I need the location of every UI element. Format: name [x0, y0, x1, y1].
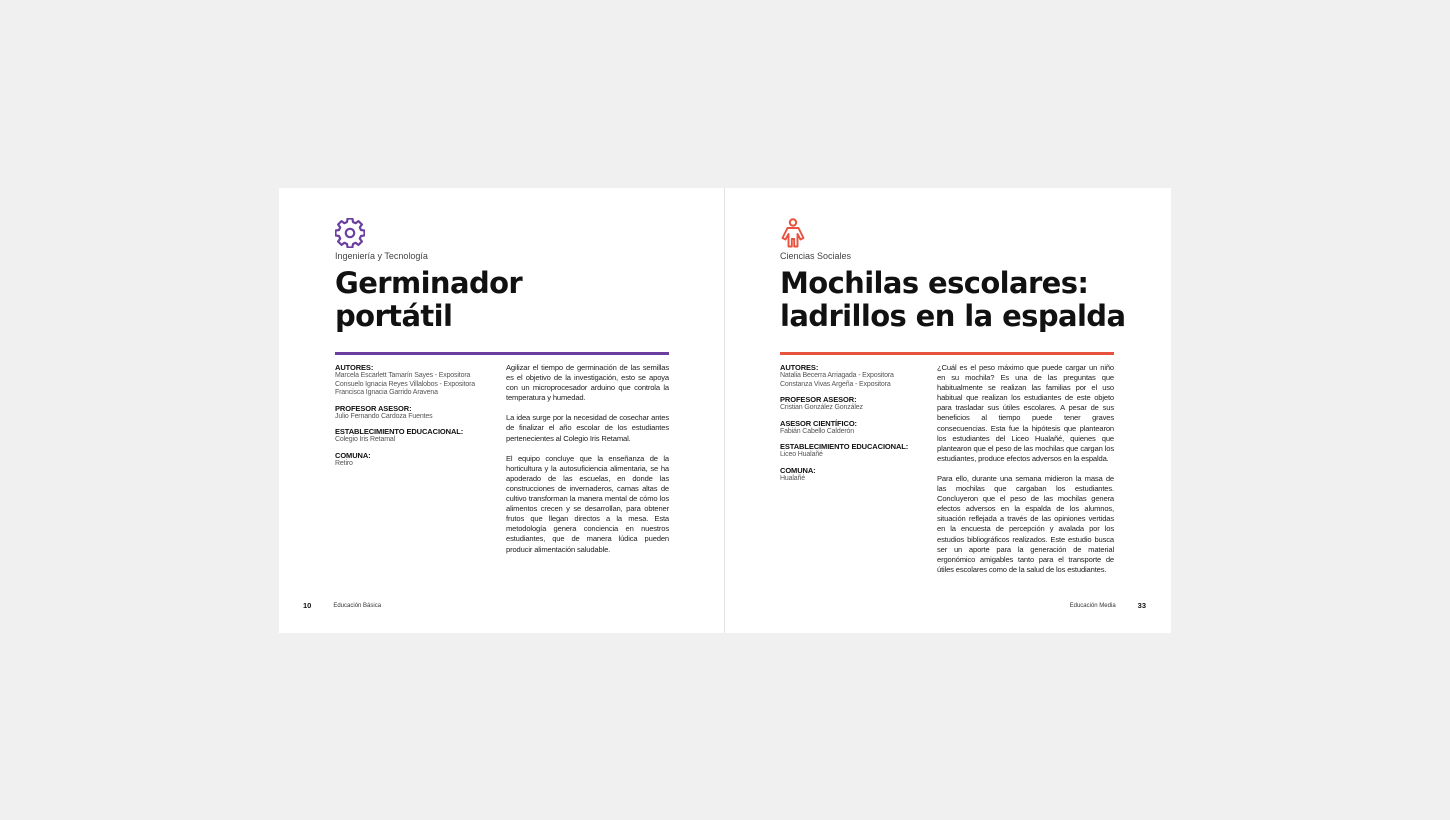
meta-value: Liceo Hualañé: [780, 451, 823, 458]
authors-group: [335, 363, 506, 398]
title-line: portátil: [335, 299, 453, 333]
school-group: [335, 427, 506, 445]
meta-value: Cristian González González: [780, 404, 863, 411]
meta-value: Hualañé: [780, 474, 806, 482]
body-column: [937, 363, 1114, 585]
meta-value: Marcela Escarlett Tamarín Sayes - Expositora: [335, 372, 471, 379]
meta-label: AUTORES:: [335, 363, 374, 372]
accent-rule: [780, 352, 1114, 355]
meta-value: Consuelo Ignacia Reyes Villalobos - Expositora: [335, 380, 476, 388]
title-line: Germinador: [335, 266, 523, 300]
meta-value: Constanza Vivas Argeña - Expositora: [780, 380, 891, 388]
meta-value: Natalia Becerra Arriagada - Expositora: [780, 372, 894, 379]
meta-value: Julio Fernando Cardoza Fuentes: [335, 412, 433, 420]
left-article: [335, 218, 669, 565]
person-icon: [780, 218, 810, 248]
commune-group: [335, 451, 506, 469]
body-paragraph: Agilizar el tiempo de germinación de las semillas es el objetivo de la investigación, esto se apoya con un microprocesador arduino que controla la temperatura y humedad.: [506, 363, 669, 403]
scientific-advisor-group: [780, 419, 937, 437]
right-article: [780, 218, 1126, 585]
meta-label: COMUNA:: [780, 465, 816, 475]
meta-value: Colegio Iris Retamal: [335, 436, 396, 443]
title-line: ladrillos en la espalda: [780, 299, 1126, 333]
page-number: 33: [1137, 601, 1146, 610]
meta-label: ASESOR CIENTÍFICO:: [780, 418, 857, 428]
meta-value: Fabián Cabello Calderón: [780, 427, 854, 435]
page-footer: [303, 601, 381, 610]
school-group: [780, 442, 937, 460]
body-paragraph: Para ello, durante una semana midieron la masa de las mochilas que cargaban los estudiantes. Concluyeron que el peso de las mochilas genera efectos adversos en la espalda de los alumnos, situación reflejada a través de las opiniones vertidas en la encuesta de percepción y avalada por los estudios bibliográficos realizados. Este estudio busca ser un aporte para la generación de material ergonómico amigables tanto para el transporte de útiles escolares como de la salud de los estudiantes.: [937, 473, 1114, 574]
advisor-group: [335, 404, 506, 422]
meta-value: Retiro: [335, 459, 353, 467]
meta-label: AUTORES:: [780, 363, 819, 372]
body-paragraph: La idea surge por la necesidad de cosechar antes de finalizar el año escolar de los estudiantes pertenecientes al Colegio Iris Retamal.: [506, 413, 669, 443]
advisor-group: [780, 395, 937, 413]
meta-value: Francisca Ignacia Garrido Aravena: [335, 389, 438, 396]
meta-label: PROFESOR ASESOR:: [780, 395, 857, 404]
meta-label: ESTABLECIMIENTO EDUCACIONAL:: [780, 442, 909, 451]
authors-group: [780, 363, 937, 389]
meta-label: PROFESOR ASESOR:: [335, 403, 412, 413]
credits-column: [335, 363, 506, 565]
credits-column: [780, 363, 937, 585]
body-column: [506, 363, 669, 565]
commune-group: [780, 466, 937, 484]
meta-label: COMUNA:: [335, 450, 371, 460]
category-label: Ingeniería y Tecnología: [335, 251, 428, 261]
article-title: [780, 266, 1126, 333]
meta-label: ESTABLECIMIENTO EDUCACIONAL:: [335, 427, 464, 436]
left-page: [279, 188, 725, 633]
section-label: Educación Básica: [333, 602, 382, 609]
section-label: Educación Media: [1069, 602, 1116, 609]
body-paragraph: El equipo concluye que la enseñanza de la horticultura y la autosuficiencia alimentaria, se ha apoderado de las escuelas, en donde las construcciones de invernaderos, camas altas de cultivo transforman la manera mental de cómo los alimentos crecen y se desarrollan, para obtener frutos que llegan directos a la mesa. Esta metodología genera conciencia en nuestros estudiantes, que de manera lúdica pueden producir alimentación saludable.: [506, 453, 669, 554]
book-spread: [279, 188, 1171, 633]
page-footer: [1070, 601, 1146, 610]
gear-icon: [335, 218, 365, 248]
title-line: Mochilas escolares:: [780, 266, 1089, 300]
category-label: Ciencias Sociales: [780, 251, 852, 261]
right-page: [725, 188, 1171, 633]
article-title: [335, 267, 669, 333]
body-paragraph: ¿Cuál es el peso máximo que puede cargar un niño en su mochila? Es una de las preguntas que habitualmente se realizan las familias por el uso habitual que realizan los estudiantes de este objeto para trasladar sus útiles escolares. A pesar de sus beneficios al tiempo puede tener graves consecuencias. Esta fue la hipótesis que plantearon los estudiantes del Liceo Hualañé, quienes que plantearon que el peso de las mochilas que cargan los estudiantes, produce efectos adversos en la espalda.: [937, 363, 1114, 463]
accent-rule: [335, 352, 669, 355]
page-number: 10: [303, 601, 312, 610]
